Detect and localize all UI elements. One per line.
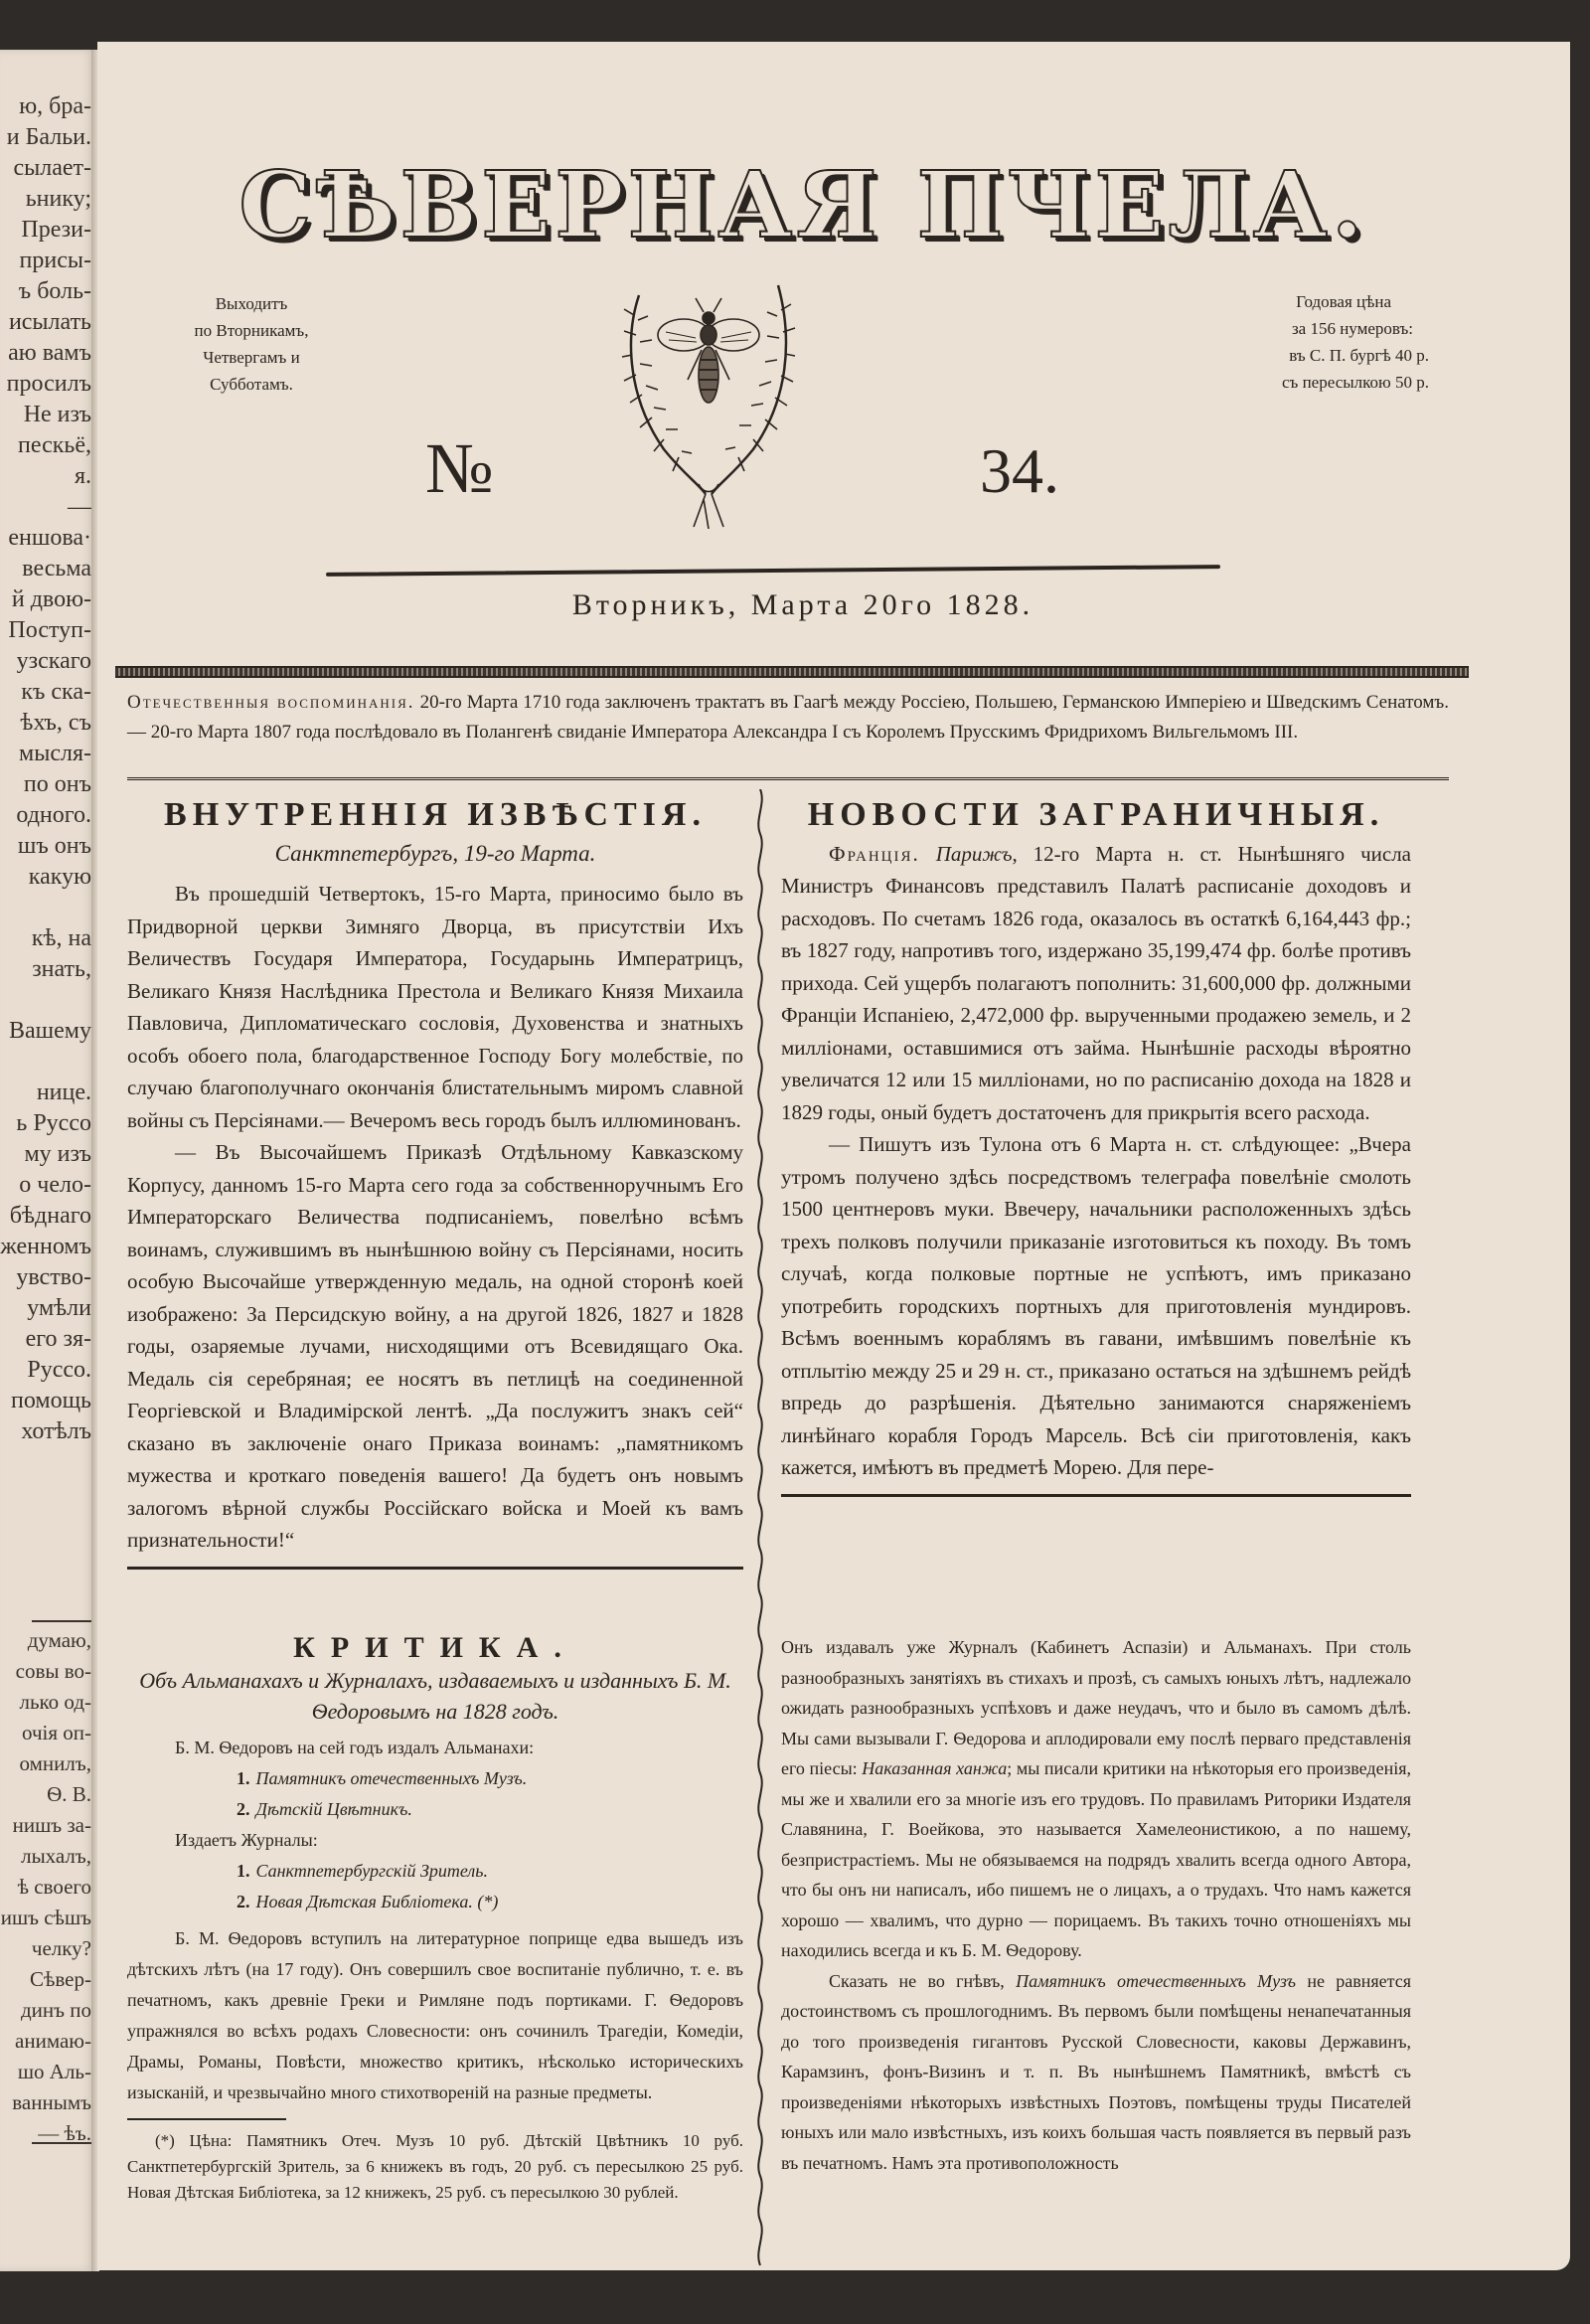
bleed-line: ишъ сѣшъ <box>0 1906 91 1929</box>
bleed-line: Вашему <box>9 1018 91 1044</box>
bleed-line: аю вамъ <box>8 340 91 366</box>
bleed-line: нице. <box>36 1079 91 1105</box>
bleed-line: по онъ <box>23 771 91 797</box>
previous-page-text-bottom <box>0 1625 91 2149</box>
bleed-line: шъ онъ <box>17 833 91 859</box>
domestic-paragraph: Въ прошедшій Четвертокъ, 15-го Марта, приносимо было въ Придворной церкви Зимняго Дворца, въ присутствіи Ихъ Величествъ Государя Императора, Государынь Императрицъ, Великаго Князя Наслѣдника Престола и Великаго Князя Михаила Павловича, Дипломатическаго сословія, Духовенства и знатныхъ особъ обоего пола, благодарственное Господу Богу молебствіе, по случаю благополучнаго окончанія блистательнымъ миромъ славной войны съ Персіянами.— Вечеромъ весь городъ былъ иллюминованъ. <box>127 882 743 1132</box>
bleed-line: помощь <box>11 1388 91 1413</box>
critique-continuation <box>781 1632 1411 2178</box>
bleed-line: Не изъ <box>23 402 91 427</box>
bleed-line <box>0 893 91 923</box>
previous-page-rule <box>32 1620 91 1622</box>
bleed-line <box>0 1047 91 1078</box>
masthead-rule <box>326 565 1220 577</box>
bleed-line: ь Руссо <box>16 1110 91 1136</box>
price-line: за 156 нумеровъ: <box>1291 319 1413 338</box>
foreign-news-column <box>781 777 1411 1507</box>
bleed-line: омнилъ, <box>19 1751 91 1775</box>
bleed-line: лько од- <box>19 1690 91 1714</box>
bleed-line: женномъ <box>0 1234 91 1259</box>
schedule-line: Субботамъ. <box>210 375 293 394</box>
almanac-item: 2. Дѣтскій Цвѣтникъ. <box>237 1799 412 1819</box>
price-line: Годовая цѣна <box>1296 292 1391 311</box>
bleed-line: бѣднаго <box>9 1203 91 1229</box>
bleed-line: анимаю- <box>15 2029 91 2053</box>
recollections-label: Отечественныя воспоминанія. <box>127 692 415 713</box>
bleed-line: кѣ, на <box>31 925 91 951</box>
foreign-city: Парижъ <box>935 841 1013 866</box>
bleed-line: къ ска- <box>21 679 91 705</box>
bleed-line: узскаго <box>16 648 91 674</box>
foreign-paragraph <box>781 838 1411 1129</box>
bleed-line: Сѣвер- <box>29 1967 91 1991</box>
bleed-line: совы во- <box>15 1659 91 1683</box>
bleed-line <box>0 985 91 1016</box>
domestic-news-column <box>127 777 743 1579</box>
foreign-paragraph-text: , 12-го Марта н. ст. Нынѣшняго числа Министръ Финансовъ представилъ Палатѣ расписаніе доходовъ и расходовъ. По счетамъ 1826 года, оказалось въ остаткѣ 6,164,443 фр.; въ 1827 году, напротивъ того, издержано 35,199,474 фр. болѣе противъ прихода. Сей ущербъ полагаютъ пополнить: 31,600,000 фр. должными Франціи Испаніею, 2,472,000 фр. вырученными продажею земель, и 2 милліонами, оставшимися отъ займа. Нынѣшніе расходы вѣроятно увеличатся 12 или 15 милліонами, но по расписанію дохода на 1828 и 1829 годы, оный будетъ достаточенъ для прикрытія всего расхода. <box>781 841 1411 1124</box>
foreign-country: Франція. <box>829 841 920 866</box>
price-footnote <box>127 2128 743 2206</box>
bleed-line: Ѳ. В. <box>47 1782 91 1806</box>
domestic-news-title: ВНУТРЕННІЯ ИЗВѢСТІЯ. <box>164 796 707 833</box>
bleed-line: его зя- <box>25 1326 91 1352</box>
domestic-dateline: Санктпетербургъ, 19-го Марта. <box>274 840 596 866</box>
critique-body: Б. М. Ѳедоровъ вступилъ на литературное поприще едва вышедъ изъ дѣтскихъ лѣтъ (на 17 году). Онъ совершилъ свое воспитаніе публично, т. е. въ печатномъ, какъ древніе Греки и Римляне подъ портиками. Г. Ѳедоровъ упражнялся во всѣхъ родахъ Словесности: онъ сочинилъ Трагедіи, Комедіи, Драмы, Романы, Повѣсти, множество критикъ, нѣсколько историческихъ изысканій, и чрезвычайно много стихотвореній на разные предметы. <box>127 1928 743 2102</box>
bleed-line: присы- <box>19 248 91 273</box>
bleed-line: о чело- <box>19 1172 91 1198</box>
bleed-line: пескьё, <box>17 432 91 458</box>
bleed-line: челку? <box>31 1936 91 1960</box>
schedule-line: Выходитъ <box>215 294 288 313</box>
bleed-line: ьнику; <box>25 186 91 212</box>
domestic-paragraph: — Въ Высочайшемъ Приказѣ Отдѣльному Кавказскому Корпусу, данномъ 15-го Марта сего года за собственноручнымъ Его Императорскаго Величества подписаніемъ, повелѣно всѣмъ воинамъ, служившимъ въ нынѣшнюю войну съ Персіянами, носить особую Высочайше утвержденную медаль, на одной сторонѣ коей изображено: За Персидскую войну, а на другой 1826, 1827 и 1828 годы, озаряемые лучами, нисходящими отъ Всевидящаго Ока. Медаль сія серебряная; ее носятъ въ петлицѣ на соединенной Георгіевской и Владимірской лентѣ. „Да послужитъ знакъ сей“ сказано въ заключеніе онаго Приказа воинамъ: „памятникомъ мужества и кроткаго поведенія вашего! Да будетъ онъ новымъ залогомъ вѣрной службы Россійскаго войска и Моей къ вамъ признательности!“ <box>127 1140 743 1552</box>
previous-page-text-top <box>0 91 91 1447</box>
bleed-line: лыхалъ, <box>21 1844 91 1868</box>
almanac-title-ref: Памятникъ отечественныхъ Музъ <box>1016 1970 1296 1991</box>
bleed-line: — <box>68 494 91 520</box>
bleed-line: нишъ за- <box>12 1813 91 1837</box>
foreign-paragraph: — Пишутъ изъ Тулона отъ 6 Марта н. ст. слѣдующее: „Вчера утромъ получено здѣсь посредствомъ телеграфа повелѣніе смолоть 1500 центнеровъ муки. Ввечеру, начальники расположенныхъ здѣсь трехъ полковъ получили приказаніе изготовиться къ походу. Въ томъ случаѣ, когда полковые портные не успѣютъ, имъ приказано употребить городскихъ портныхъ для приготовленія мундировъ. Всѣмъ военнымъ кораблямъ въ гавани, имѣвшимъ повелѣніе къ отплытію между 25 и 29 н. ст., приказано остаться на здѣшнемъ рейдѣ впредь до разрѣшенія. Дѣятельно занимаются снаряженіемъ линѣйнаго корабля Городъ Марсель. Всѣ сіи приготовленія, какъ кажется, имѣютъ въ предметѣ Морею. Для пере- <box>781 1132 1411 1479</box>
bleed-line: сылает- <box>13 155 91 181</box>
annual-price <box>1131 288 1429 396</box>
bleed-line: шо Аль- <box>17 2060 91 2083</box>
price-line: съ пересылкою 50 р. <box>1282 373 1429 392</box>
critique-section <box>127 1632 743 2206</box>
critique-paragraph: Онъ издавалъ уже Журналъ (Кабинетъ Аспазіи) и Альманахъ. При столь разнообразныхъ занятіяхъ въ стихахъ и прозѣ, съ самыхъ юныхъ лѣтъ, надлежало ожидать разнообразныхъ успѣховъ и даже неудачъ, что и было въ самомъ дѣлѣ. Мы сами вызывали Г. Ѳедорова и аплодировали ему послѣ перваго представленія его піесы: Наказанная ханжа; мы писали критики на нѣкоторыя его произведенія, мы же и хвалили его за многіе изъ его трудовъ. По правиламъ Риторики Издателя Славянина, Г. Воейкова, это называется Хамелеонистикою, а по нашему, безпристрастіемъ. Мы не обязываемся на подрядъ хвалить всегда одного Автора, что бы онъ ни написалъ, ибо пишемъ не о лицахъ, а о трудахъ. Что намъ кажется хорошо — хвалимъ, что дурно — порицаемъ. Въ такихъ точно отношеніяхъ мы находились всегда и къ Б. М. Ѳедорову. <box>781 1637 1411 1960</box>
bleed-line: — ѣъ. <box>38 2121 91 2145</box>
column-divider <box>750 789 770 2280</box>
bleed-line: ъ боль- <box>18 278 91 304</box>
critique-paragraph: Сказать не во гнѣвъ, Памятникъ отечественныхъ Музъ не равняется достоинствомъ съ прошлогоднимъ. Въ первомъ были помѣщены ненапечатанныя до того произведенія гигантовъ Русской Словесности, каковы Державинъ, Карамзинъ, фонъ-Визинъ и т. п. Въ нынѣшнемъ Памятникѣ, вмѣстѣ съ произведеніями нѣкоторыхъ извѣстныхъ Поэтовъ, помѣщены труды Писателей юныхъ или мало извѣстныхъ, изъ коихъ большая часть появляется въ первый разъ въ печатномъ. Намъ эта противоположность <box>781 1970 1412 2173</box>
bleed-line: му изъ <box>24 1141 91 1167</box>
publication-schedule <box>147 290 356 398</box>
almanacs-lead: Б. М. Ѳедоровъ на сей годъ издалъ Альманахи: <box>175 1738 535 1757</box>
previous-page-rule-bottom <box>32 2142 91 2144</box>
issue-number: 34. <box>980 435 1059 506</box>
newspaper-page <box>97 42 1570 2270</box>
masthead-title: СѢВЕРНАЯ ПЧЕЛА. <box>238 151 1367 258</box>
bleed-line: динъ по <box>20 1998 91 2022</box>
bleed-line: еншова· <box>8 525 91 551</box>
schedule-line: Четвергамъ и <box>203 348 300 367</box>
journal-item: 1. Санктпетербургскій Зритель. <box>237 1861 488 1881</box>
critique-subtitle: Объ Альманахахъ и Журналахъ, издаваемыхъ и изданныхъ Б. М. Ѳедоровымъ на 1828 годъ. <box>139 1668 731 1724</box>
footnote-text: (*) Цѣна: Памятникъ Отеч. Музъ 10 руб. Дѣтскій Цвѣтникъ 10 руб. Санктпетербургскій Зритель, за 6 книжекъ въ годъ, 20 руб. съ пересылкою 25 руб. Новая Дѣтская Библіотека, за 12 книжекъ, 25 руб. съ пересылкою 30 рублей. <box>127 2131 743 2202</box>
bleed-line: мысля- <box>19 741 91 766</box>
bleed-line: умѣли <box>27 1295 91 1321</box>
bleed-line: ѣхъ, съ <box>20 710 91 736</box>
bleed-line: одного. <box>16 802 91 828</box>
bleed-line: ваннымъ <box>12 2090 91 2114</box>
almanac-item: 1. Памятникъ отечественныхъ Музъ. <box>237 1768 528 1788</box>
bleed-line: какую <box>28 864 91 890</box>
journals-lead: Издаетъ Журналы: <box>175 1830 318 1850</box>
bleed-line: й двою- <box>11 586 91 612</box>
historical-recollections <box>127 688 1449 747</box>
section-rule <box>127 1567 743 1570</box>
play-title: Наказанная ханжа <box>862 1758 1008 1778</box>
footnote-rule <box>127 2118 286 2120</box>
bleed-line: думаю, <box>27 1628 91 1652</box>
bleed-line: Руссо. <box>27 1357 91 1383</box>
section-rule <box>781 1494 1411 1497</box>
bleed-line: исылать <box>8 309 91 335</box>
bleed-line: Поступ- <box>8 617 91 643</box>
bleed-line: ю, бра- <box>19 93 91 119</box>
issue-date: Вторникъ, Марта 20го 1828. <box>571 588 1034 621</box>
recollections-text: 20-го Марта 1710 года заключенъ трактатъ въ Гаагѣ между Россіею, Польшею, Германскою Имперіею и Шведскимъ Сенатомъ. — 20-го Марта 1807 года послѣдовало въ Полангенѣ свиданіе Императора Александра I съ Королемъ Прусскимъ Фридрихомъ Вильгельмомъ III. <box>127 692 1450 743</box>
bee-wreath-icon <box>614 280 803 529</box>
journal-item: 2. Новая Дѣтская Библіотека. (*) <box>237 1892 499 1911</box>
bleed-line: увствo- <box>16 1264 91 1290</box>
bleed-line: хотѣлъ <box>21 1418 91 1444</box>
price-line: въ С. П. бургѣ 40 р. <box>1289 346 1429 365</box>
bleed-line: Прези- <box>21 217 91 243</box>
previous-page-edge <box>0 50 95 2271</box>
critique-title: КРИТИКА. <box>293 1631 577 1664</box>
schedule-line: по Вторникамъ, <box>194 321 309 340</box>
bleed-line: ѣ своего <box>17 1875 91 1899</box>
foreign-news-title: НОВОСТИ ЗАГРАНИЧНЫЯ. <box>807 796 1385 833</box>
bleed-line: очія оп- <box>22 1721 91 1744</box>
bleed-line: весьма <box>22 556 91 581</box>
number-sign: № <box>425 428 494 508</box>
bleed-line: и Бальи. <box>6 124 91 150</box>
ornamental-rule <box>115 666 1469 678</box>
bleed-line: я. <box>74 463 91 489</box>
bleed-line: просилъ <box>6 371 91 397</box>
bleed-line: знать, <box>32 956 91 982</box>
